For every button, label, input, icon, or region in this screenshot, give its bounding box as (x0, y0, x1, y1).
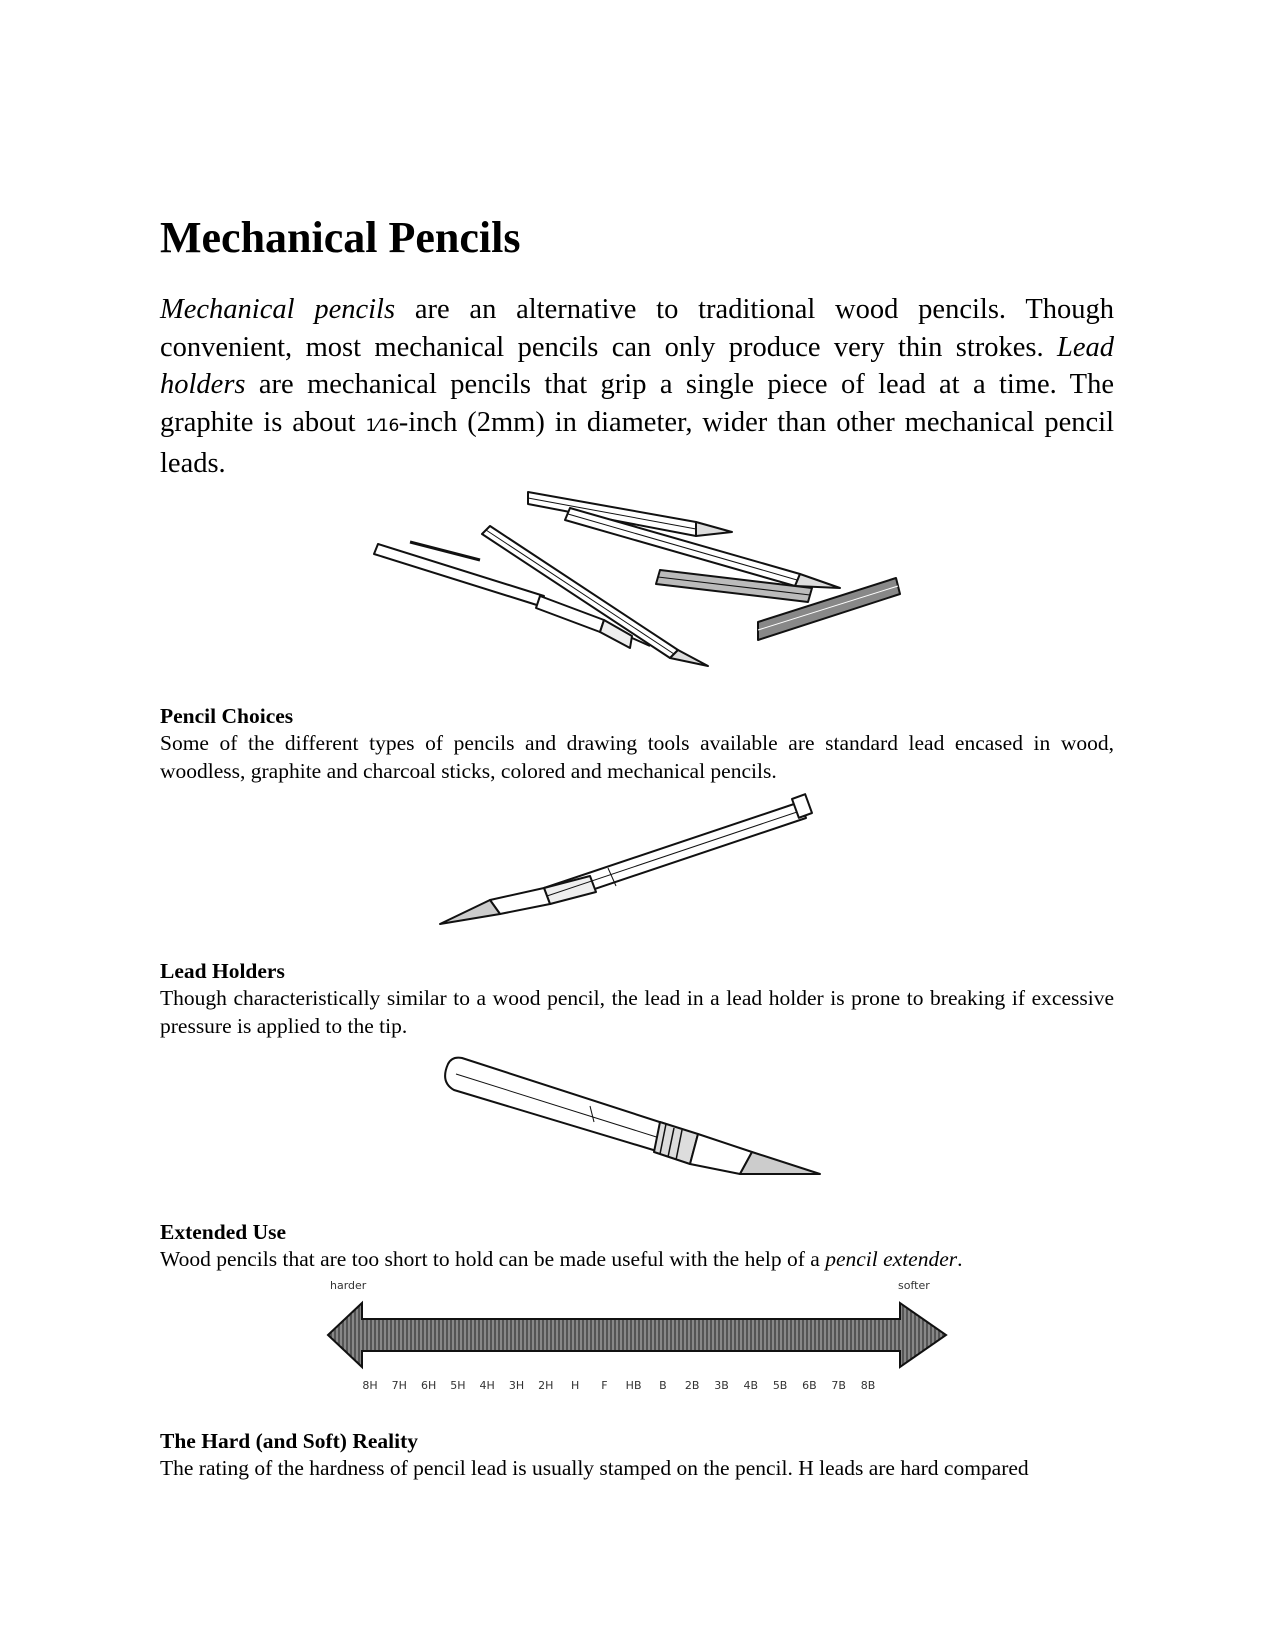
intro-text-1: are an alternative to traditional wood pencils. Though convenient, most mechanical pencils can only produce very thin strokes. (160, 294, 1114, 363)
mechanical-pencil-illustration (440, 796, 840, 926)
grade-label-f: F (601, 1379, 608, 1392)
extended-use-text-2: . (957, 1247, 963, 1271)
grade-label-h: H (570, 1379, 580, 1392)
hardness-scale-illustration (320, 1275, 960, 1405)
fraction-sixteenth: 1⁄16 (365, 415, 399, 436)
grade-label-4h: 4H (479, 1379, 495, 1392)
section-heading-hard-and-soft-reality: The Hard (and Soft) Reality (160, 1429, 418, 1453)
scale-label-softer: softer (898, 1279, 930, 1292)
grade-label-3h: 3H (508, 1379, 525, 1392)
grade-label-5h: 5H (450, 1379, 466, 1392)
intro-paragraph (160, 291, 1114, 483)
grade-label-hb: HB (625, 1379, 642, 1392)
grade-label-6h: 6H (420, 1379, 437, 1392)
scale-label-harder: harder (330, 1279, 367, 1292)
grade-label-5b: 5B (772, 1379, 788, 1392)
grade-labels (362, 1379, 875, 1392)
page-title: Mechanical Pencils (160, 213, 521, 262)
grade-label-3b: 3B (714, 1379, 729, 1392)
grade-label-2b: 2B (684, 1379, 700, 1392)
intro-text-3: -inch (2mm) in diameter, wider than other mechanical pencil leads. (160, 406, 1114, 479)
section-heading-lead-holders: Lead Holders (160, 959, 285, 983)
pencils-illustration (360, 480, 920, 670)
term-pencil-extender: pencil extender (825, 1247, 958, 1271)
grade-label-2h: 2H (538, 1379, 554, 1392)
extended-use-text-1: Wood pencils that are too short to hold can be made useful with the help of a (160, 1247, 826, 1271)
double-arrow (328, 1303, 946, 1367)
section-heading-extended-use: Extended Use (160, 1220, 287, 1244)
lead-holder-illustration (440, 1052, 830, 1182)
section-heading-pencil-choices: Pencil Choices (160, 704, 294, 728)
section-body-lead-holders: Though characteristically similar to a wood pencil, the lead in a lead holder is prone to breaking if excessive pressure is applied to the tip. (160, 986, 1114, 1038)
grade-label-8h: 8H (362, 1379, 378, 1392)
term-mechanical-pencils: Mechanical pencils (160, 294, 396, 325)
grade-label-b: B (659, 1379, 667, 1392)
section-body-extended-use (160, 1245, 1114, 1273)
grade-label-7b: 7B (831, 1379, 846, 1392)
intro-text-2: are mechanical pencils that grip a single piece of lead at a time. The graphite is about (160, 369, 1114, 438)
grade-label-7h: 7H (391, 1379, 407, 1392)
section-body-hard-and-soft-reality: The rating of the hardness of pencil lead is usually stamped on the pencil. H leads are hard compared (160, 1456, 1029, 1480)
section-body-pencil-choices: Some of the different types of pencils and drawing tools available are standard lead encased in wood, woodless, graphite and charcoal sticks, colored and mechanical pencils. (160, 731, 1114, 783)
grade-label-4b: 4B (743, 1379, 759, 1392)
grade-label-8b: 8B (860, 1379, 876, 1392)
grade-label-6b: 6B (802, 1379, 817, 1392)
term-lead-holders: Lead holders (160, 331, 1114, 400)
